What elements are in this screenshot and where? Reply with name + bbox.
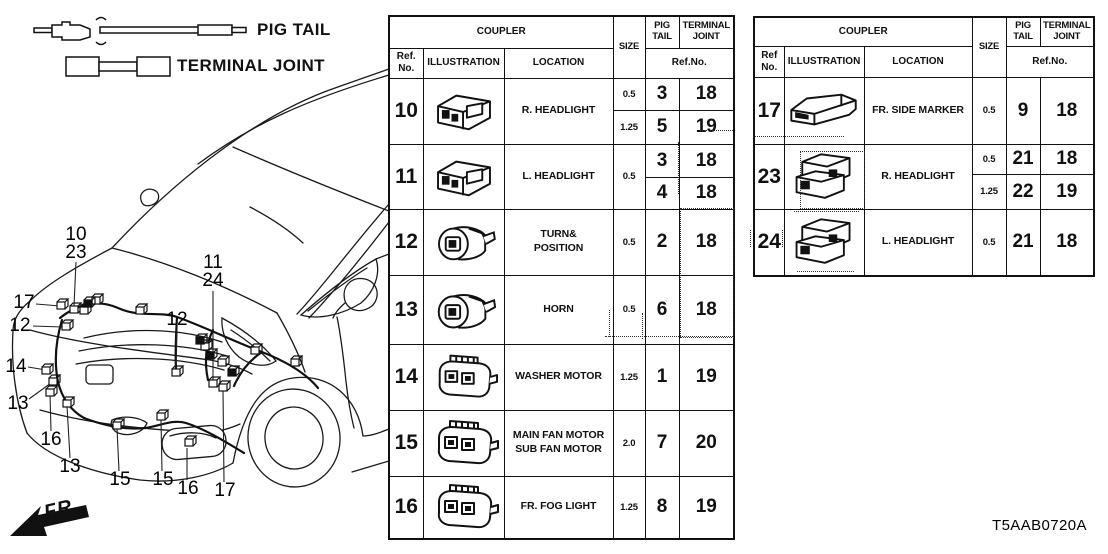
size-cell: 0.5 (613, 144, 645, 209)
pig-tail-header: PIG TAIL (1006, 17, 1040, 46)
ref-no-cell: 10 (389, 78, 423, 144)
location-cell: R. HEADLIGHT (864, 144, 972, 209)
size-cell: 1.25 (613, 110, 645, 144)
coupler-header: COUPLER (754, 17, 972, 46)
coupler-table-2 (753, 16, 1095, 277)
pig-tail-cell: 3 (645, 144, 679, 177)
callout-17-left: 17 (13, 292, 35, 313)
size-cell: 0.5 (972, 77, 1006, 144)
pig-tail-cell: 2 (645, 209, 679, 275)
coupler-illustration (423, 78, 504, 144)
dotted-mark (678, 142, 679, 194)
coupler-illustration (423, 275, 504, 344)
terminal-joint-cell: 19 (679, 110, 734, 144)
ref-no-cell: 11 (389, 144, 423, 209)
coupler-illustration (423, 344, 504, 410)
callout-11: 11 (203, 252, 223, 273)
table-row (754, 77, 1094, 144)
terminal-joint-header: TERMINAL JOINT (1040, 17, 1094, 46)
dotted-mark (753, 136, 844, 137)
dotted-mark (750, 230, 751, 247)
ref-no-cell: 24 (754, 209, 784, 276)
terminal-joint-cell: 18 (1040, 144, 1094, 174)
terminal-joint-cell: 19 (679, 476, 734, 539)
pig-tail-cell: 1 (645, 344, 679, 410)
ref-no-cell: 12 (389, 209, 423, 275)
ref-no-cell: 13 (389, 275, 423, 344)
size-cell: 2.0 (613, 410, 645, 476)
pig-tail-cell: 7 (645, 410, 679, 476)
dotted-mark (794, 211, 859, 212)
table-row (389, 78, 734, 110)
pig-tail-cell: 9 (1006, 77, 1040, 144)
terminal-joint-cell: 18 (679, 177, 734, 209)
ref-no-span-header: Ref.No. (1006, 46, 1094, 77)
pig-tail-art (34, 18, 246, 45)
ref-no-span-header: Ref.No. (645, 48, 734, 78)
coupler-illustration (784, 77, 864, 144)
terminal-joint-cell: 18 (679, 144, 734, 177)
callout-12-right: 12 (166, 309, 188, 330)
location-cell: TURN& POSITION (504, 209, 613, 275)
diagram-code: T5AAB0720A (992, 517, 1087, 534)
size-cell: 1.25 (613, 344, 645, 410)
location-cell: MAIN FAN MOTOR SUB FAN MOTOR (504, 410, 613, 476)
location-header: LOCATION (864, 46, 972, 77)
location-cell: HORN (504, 275, 613, 344)
location-cell: WASHER MOTOR (504, 344, 613, 410)
location-header: LOCATION (504, 48, 613, 78)
terminal-joint-cell: 19 (1040, 174, 1094, 209)
terminal-joint-art (66, 57, 170, 76)
callout-17-right: 17 (214, 480, 236, 501)
size-cell: 0.5 (972, 209, 1006, 276)
size-cell: 0.5 (613, 78, 645, 110)
size-header: SIZE (613, 16, 645, 78)
dotted-mark (800, 151, 865, 209)
pig-tail-label: PIG TAIL (257, 20, 331, 39)
callout-15-b: 15 (152, 469, 174, 490)
pig-tail-cell: 22 (1006, 174, 1040, 209)
terminal-joint-cell: 19 (679, 344, 734, 410)
terminal-joint-header: TERMINAL JOINT (679, 16, 734, 48)
terminal-joint-cell: 18 (679, 275, 734, 344)
terminal-joint-label: TERMINAL JOINT (177, 56, 325, 75)
location-cell: R. HEADLIGHT (504, 78, 613, 144)
fr-direction-label: FR. (41, 494, 82, 524)
terminal-joint-cell: 18 (679, 209, 734, 275)
ref-no-cell: 17 (754, 77, 784, 144)
pig-tail-cell: 21 (1006, 209, 1040, 276)
location-cell: FR. SIDE MARKER (864, 77, 972, 144)
dotted-mark (797, 271, 854, 272)
size-header: SIZE (972, 17, 1006, 77)
coupler-illustration (423, 410, 504, 476)
coupler-illustration (423, 144, 504, 209)
ref-no-cell: 14 (389, 344, 423, 410)
size-cell: 0.5 (613, 275, 645, 344)
dotted-mark (605, 336, 733, 337)
coupler-illustration (784, 209, 864, 276)
callout-23: 23 (65, 242, 87, 263)
table-row (389, 144, 734, 177)
location-cell: L. HEADLIGHT (504, 144, 613, 209)
ref-no-cell: 15 (389, 410, 423, 476)
pig-tail-cell: 5 (645, 110, 679, 144)
illustration-header: ILLUSTRATION (423, 48, 504, 78)
callout-12-left: 12 (9, 315, 31, 336)
callout-24: 24 (202, 270, 224, 291)
location-cell: FR. FOG LIGHT (504, 476, 613, 539)
callout-13-b: 13 (59, 456, 81, 477)
callout-10: 10 (65, 224, 87, 245)
terminal-joint-cell: 18 (1040, 77, 1094, 144)
pig-tail-cell: 3 (645, 78, 679, 110)
terminal-joint-cell: 18 (1040, 209, 1094, 276)
ref-no-header: Ref No. (754, 46, 784, 77)
size-cell: 1.25 (972, 174, 1006, 209)
ref-no-header: Ref. No. (389, 48, 423, 78)
table-row (754, 209, 1094, 276)
callout-16-a: 16 (40, 429, 62, 450)
pig-tail-cell: 21 (1006, 144, 1040, 174)
callout-15-a: 15 (109, 469, 131, 490)
dotted-mark (782, 230, 783, 247)
pig-tail-cell: 4 (645, 177, 679, 209)
terminal-joint-cell: 18 (679, 78, 734, 110)
pig-tail-cell: 6 (645, 275, 679, 344)
size-cell: 1.25 (613, 476, 645, 539)
dotted-mark (680, 208, 734, 338)
size-cell: 0.5 (972, 144, 1006, 174)
dotted-mark (700, 130, 733, 131)
table-row (389, 410, 734, 476)
coupler-illustration (423, 209, 504, 275)
coupler-header: COUPLER (389, 16, 613, 48)
coupler-illustration (423, 476, 504, 539)
location-cell: L. HEADLIGHT (864, 209, 972, 276)
ref-no-cell: 16 (389, 476, 423, 539)
dotted-mark (609, 310, 610, 337)
callout-14: 14 (5, 356, 27, 377)
callout-13-a: 13 (7, 393, 29, 414)
table-row (389, 476, 734, 539)
terminal-joint-cell: 20 (679, 410, 734, 476)
callout-16-b: 16 (177, 478, 199, 499)
illustration-header: ILLUSTRATION (784, 46, 864, 77)
table-row (389, 344, 734, 410)
pig-tail-cell: 8 (645, 476, 679, 539)
pig-tail-header: PIG TAIL (645, 16, 679, 48)
ref-no-cell: 23 (754, 144, 784, 209)
size-cell: 0.5 (613, 209, 645, 275)
